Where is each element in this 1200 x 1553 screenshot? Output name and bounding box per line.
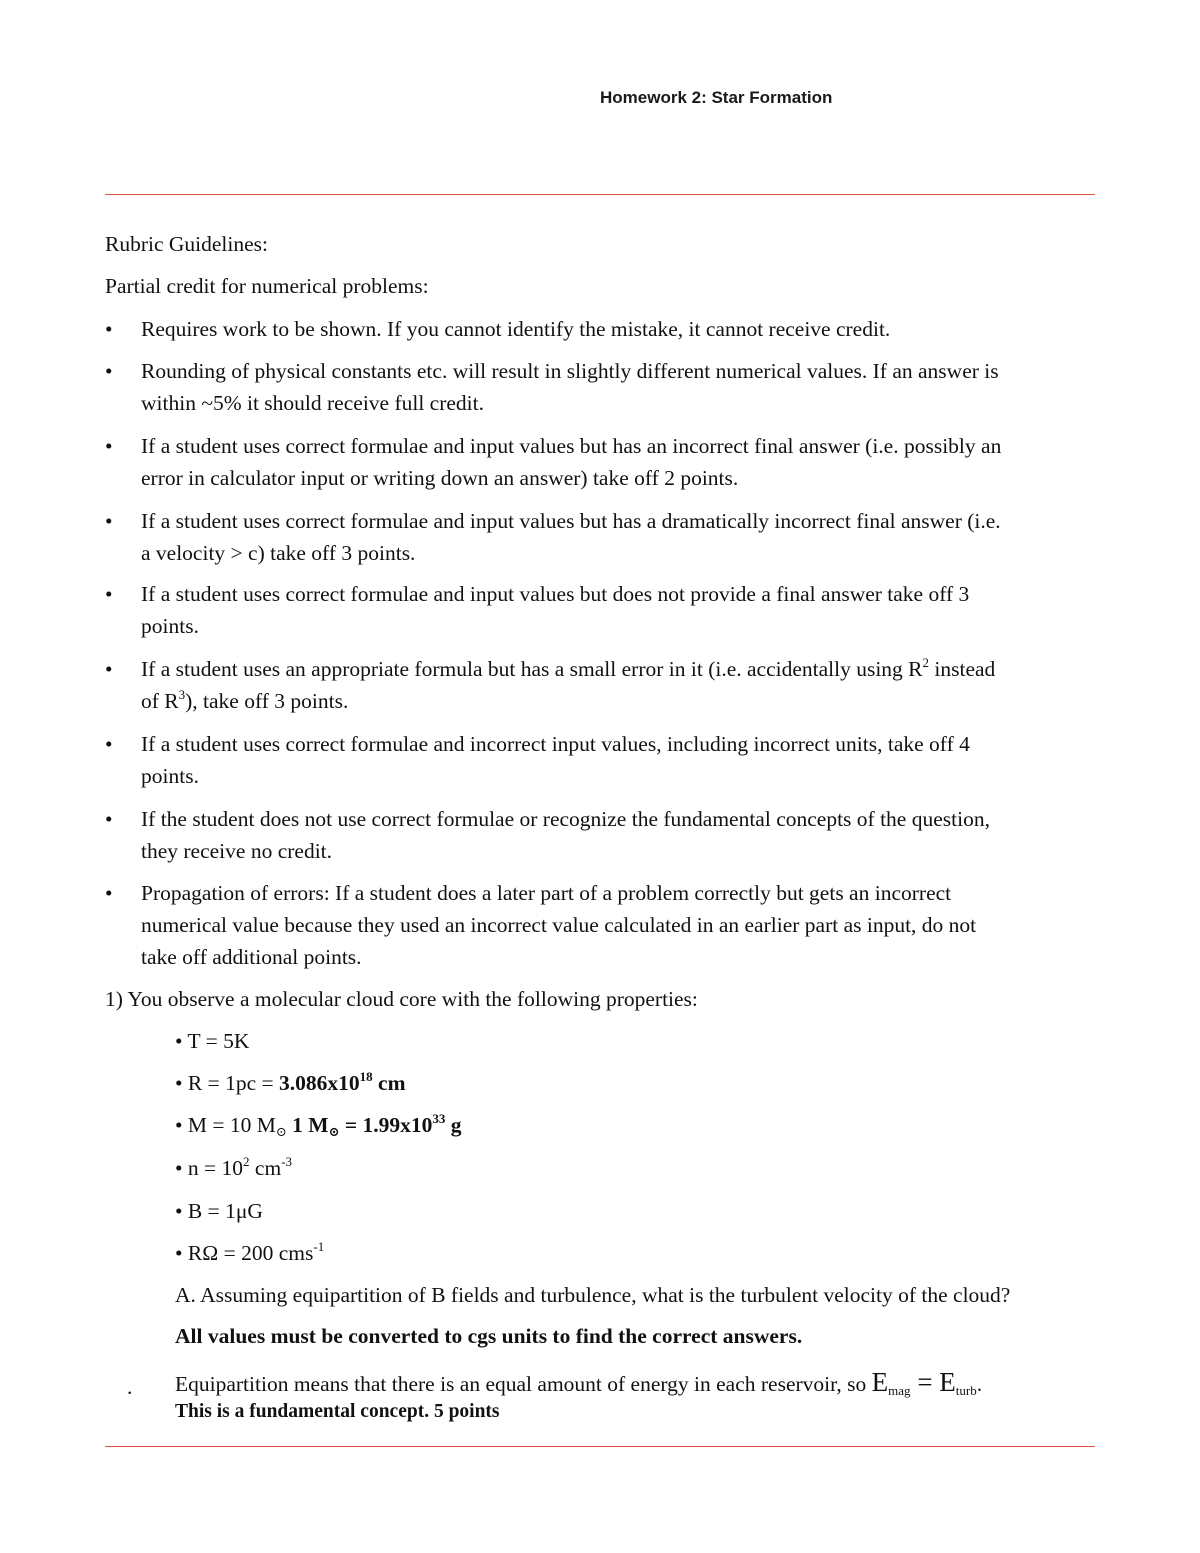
points-note: This is a fundamental concept. 5 points [175, 1401, 500, 1422]
bullet-text: If a student uses correct formulae and incorrect input values, including incorrect units, take off 4 [141, 732, 970, 756]
bullet-text: Requires work to be shown. If you cannot identify the mistake, it cannot receive credit. [141, 317, 891, 341]
bullet-text: Propagation of errors: If a student does a later part of a problem correctly but gets an incorrect [141, 881, 952, 905]
footer-divider [105, 1446, 1095, 1447]
equipartition-answer: Equipartition means that there is an equal amount of energy in each reservoir, so $E_{mag} = E_{turb}$. [175, 1367, 983, 1398]
bullet-text: of $R^3$), take off 3 points. [141, 687, 349, 713]
bullet-marker: • [105, 582, 113, 606]
bullet-text: points. [141, 614, 199, 638]
property-magnetic-field: • B = 1μG [175, 1199, 263, 1223]
bullet-text: If a student uses correct formulae and input values but does not provide a final answer take off 3 [141, 582, 970, 606]
header-divider [105, 194, 1095, 195]
bullet-text: If a student uses correct formulae and input values but has a dramatically incorrect final answer (i.e. [141, 509, 1001, 533]
rubric-subheading: Partial credit for numerical problems: [105, 274, 429, 298]
bullet-text: points. [141, 764, 199, 788]
property-density: • $n = 10^2$ $cm^{-3}$ [175, 1154, 293, 1180]
bullet-marker: • [105, 434, 113, 458]
bullet-text: within ~5% it should receive full credit. [141, 391, 485, 415]
bullet-text: a velocity > c) take off 3 points. [141, 541, 416, 565]
property-radius: • $R = 1pc = 3.086x10^{18}$ cm [175, 1069, 406, 1095]
property-rotation: • RΩ = 200 cms$^{-1}$ [175, 1239, 325, 1265]
bullet-marker: • [105, 359, 113, 383]
cgs-note: All values must be converted to cgs units to find the correct answers. [175, 1324, 803, 1348]
bullet-marker: • [105, 807, 113, 831]
bullet-text: take off additional points. [141, 945, 362, 969]
bullet-text: If a student uses an appropriate formula but has a small error in it (i.e. accidentally using $R^2$ instead [141, 655, 996, 681]
question-part-a: A. Assuming equipartition of B fields and turbulence, what is the turbulent velocity of the cloud? [175, 1283, 1011, 1307]
bullet-text: Rounding of physical constants etc. will result in slightly different numerical values. If an answer is [141, 359, 999, 383]
bullet-marker: • [105, 881, 113, 905]
bullet-marker: • [105, 509, 113, 533]
rubric-heading: Rubric Guidelines: [105, 232, 269, 256]
question-intro: 1) You observe a molecular cloud core with the following properties: [105, 987, 698, 1011]
bullet-marker: • [105, 317, 113, 341]
bullet-text: they receive no credit. [141, 839, 333, 863]
property-mass: • M = 10 $M_⊙$ 1 $M_⊙ = 1.99x10^{33}$ g [175, 1111, 462, 1139]
page-title: Homework 2: Star Formation [600, 88, 833, 107]
bullet-text: error in calculator input or writing down an answer) take off 2 points. [141, 466, 739, 490]
answer-marker: . [127, 1375, 133, 1399]
property-temperature: • T = 5K [175, 1029, 250, 1053]
bullet-marker: • [105, 732, 113, 756]
bullet-text: If the student does not use correct formulae or recognize the fundamental concepts of the question, [141, 807, 990, 831]
bullet-text: numerical value because they used an incorrect value calculated in an earlier part as input, do not [141, 913, 977, 937]
bullet-text: If a student uses correct formulae and input values but has an incorrect final answer (i.e. possibly an [141, 434, 1002, 458]
bullet-marker: • [105, 657, 113, 681]
